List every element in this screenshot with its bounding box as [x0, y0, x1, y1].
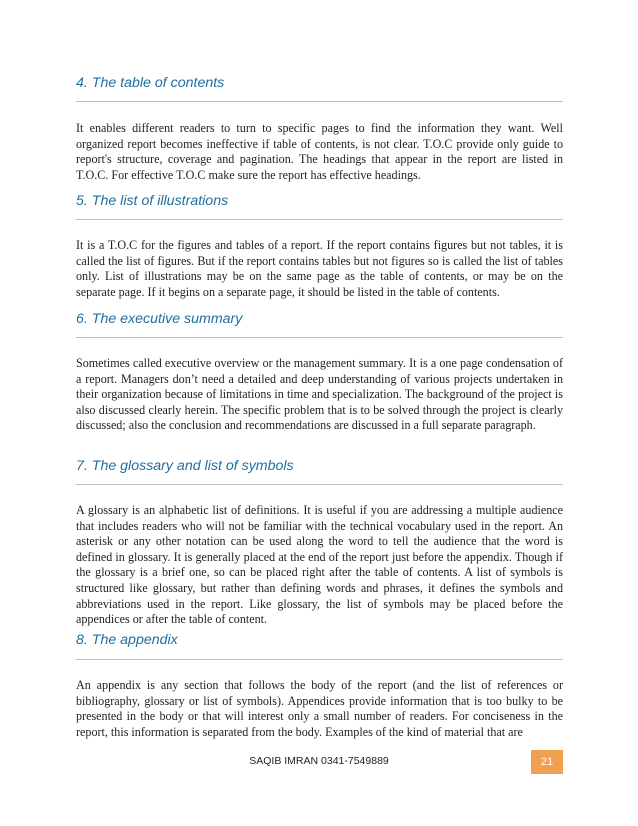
section-body-glossary: A glossary is an alphabetic list of definitions. It is useful if you are addressing a multiple audience that includes readers who will not be familiar with the technical vocabulary used in the report. An asterisk or any other notation can be used along the word to tell the audience that the word is defined in glossary. It is generally placed at the end of the report just before the appendix. Though if the glossary is a brief one, so can be placed right after the table of contents. A list of symbols is structured like glossary, but rather than defining words and phrases, it defines the symbols and abbreviations used in the report. Like glossary, the list of symbols may be placed before the appendices or after the table of content. — [76, 503, 563, 627]
page-number-badge: 21 — [531, 750, 563, 774]
section-divider — [76, 484, 563, 485]
page-footer — [0, 750, 638, 774]
section-body-appendix: An appendix is any section that follows the body of the report (and the list of references or bibliography, glossary or list of symbols). Appendices provide information that is too bulky to be presented in the body or that will interest only a small number of readers. For conciseness in the report, this information is separated from the body. Examples of the kind of material that are — [76, 678, 563, 739]
section-divider — [76, 219, 563, 220]
section-divider — [76, 659, 563, 660]
section-heading-table-of-contents: 4. The table of contents — [76, 75, 225, 91]
section-body-list-of-illustrations: It is a T.O.C for the figures and tables of a report. If the report contains figures but not tables, it is called the list of figures. But if the report contains tables but not figures so is called the list of tables only. List of illustrations may be on the same page as the table of contents, or may be on the separate page. If it begins on a separate page, it should be listed in the table of contents. — [76, 238, 563, 299]
section-body-executive-summary: Sometimes called executive overview or the management summary. It is a one page condensation of a report. Managers don’t need a detailed and deep understanding of various projects undertaken in their organization because of limitations in time and specialization. The background of the project is also discussed clearly herein. The specific problem that is to be solved through the project is clearly discussed; also the conclusion and recommendations are discussed in a full separate paragraph. — [76, 356, 563, 433]
section-heading-glossary: 7. The glossary and list of symbols — [76, 458, 294, 474]
section-heading-list-of-illustrations: 5. The list of illustrations — [76, 193, 229, 209]
footer-author: SAQIB IMRAN 0341-7549889 — [249, 755, 389, 767]
section-heading-appendix: 8. The appendix — [76, 632, 178, 648]
section-divider — [76, 101, 563, 102]
section-body-table-of-contents: It enables different readers to turn to specific pages to find the information they want. Well organized report becomes ineffective if table of contents, is not clear. T.O.C provide only guide to report's structure, coverage and pagination. The headings that appear in the report are listed in T.O.C. For effective T.O.C make sure the report has effective headings. — [76, 121, 563, 182]
section-heading-executive-summary: 6. The executive summary — [76, 311, 243, 327]
section-divider — [76, 337, 563, 338]
